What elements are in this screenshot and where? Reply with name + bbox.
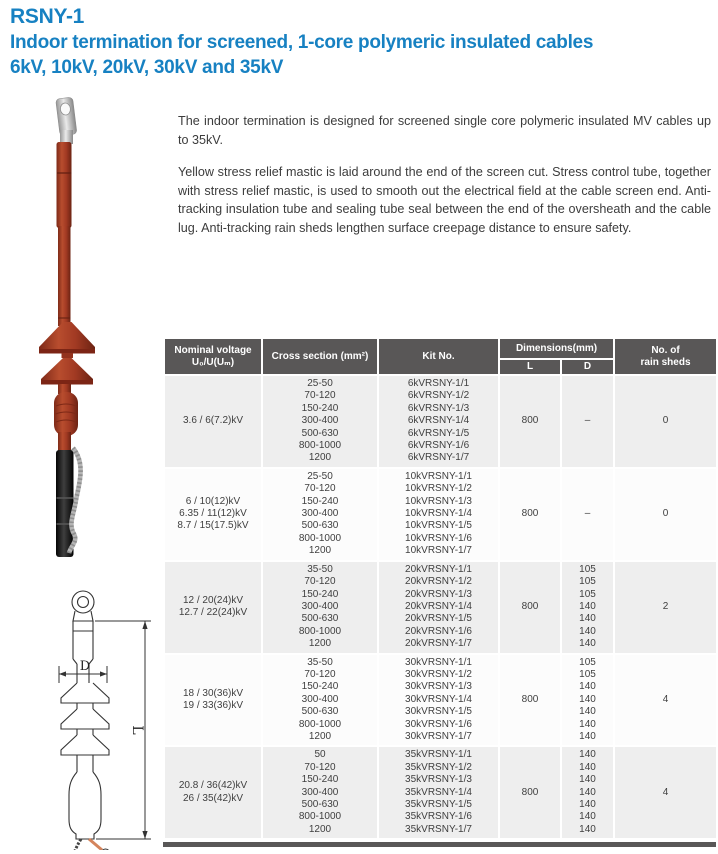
kit-no-cell-line: 20kVRSNY-1/3 [405, 588, 472, 600]
cross-section-cell-line: 500-630 [301, 613, 339, 625]
col-header-cross-section: Cross section (mm²) [262, 338, 378, 375]
dim-d-cell-line: 140 [579, 693, 596, 705]
cross-section-cell-line: 500-630 [301, 799, 339, 810]
cross-section-cell-line: 35-50 [307, 656, 333, 668]
cross-section-cell [262, 654, 378, 747]
dimension-diagram [33, 586, 161, 850]
cross-section-cell [262, 746, 378, 839]
product-photo-art [18, 96, 140, 560]
rain-sheds-cell-line: 0 [662, 508, 669, 520]
dim-l-cell-line: 800 [521, 786, 539, 798]
dim-l-cell-line: 800 [521, 508, 539, 520]
dim-l-cell-line: 800 [521, 693, 539, 705]
voltage-cell [164, 746, 262, 839]
dimension-diagram-art [33, 586, 161, 850]
rain-sheds-cell [614, 654, 717, 747]
kit-no-cell [378, 375, 499, 468]
cross-section-cell-line: 300-400 [301, 786, 339, 798]
photo-black-cable [56, 450, 74, 557]
dim-d-cell-line: 140 [579, 799, 596, 810]
dim-d-cell-line: 140 [579, 811, 596, 823]
dim-d-cell-line: 140 [579, 706, 596, 718]
cross-section-cell-line: 70-120 [304, 761, 336, 773]
header-rain-line2: rain sheds [640, 356, 691, 368]
voltage-cell-line: 3.6 / 6(7.2)kV [182, 415, 244, 427]
dim-d-cell-line: 140 [579, 600, 596, 612]
spec-group-row [164, 654, 717, 747]
cross-section-cell-line: 800-1000 [298, 718, 342, 730]
kit-no-cell-line: 35kVRSNY-1/3 [405, 774, 472, 786]
cross-section-cell-line: 150-240 [301, 495, 339, 507]
kit-no-cell-line: 35kVRSNY-1/7 [405, 823, 472, 835]
kit-no-cell-line: 6kVRSNY-1/7 [407, 452, 470, 464]
voltage-cell-line: 26 / 35(42)kV [182, 792, 244, 804]
kit-no-cell-line: 30kVRSNY-1/7 [405, 730, 472, 742]
cross-section-cell [262, 561, 378, 654]
voltage-cell-line: 12 / 20(24)kV [182, 594, 244, 606]
kit-no-cell-line: 35kVRSNY-1/6 [405, 811, 472, 823]
dim-d-cell-line: 140 [579, 718, 596, 730]
rain-sheds-cell [614, 468, 717, 561]
dim-d-cell [561, 375, 614, 468]
kit-no-cell-line: 35kVRSNY-1/5 [405, 799, 472, 810]
cross-section-cell-line: 1200 [308, 638, 332, 650]
voltage-cell [164, 468, 262, 561]
cross-section-cell-line: 70-120 [304, 668, 336, 680]
table-bottom-bar [163, 842, 716, 847]
header-rain-line1: No. of [651, 345, 680, 356]
photo-red-tubes [57, 142, 72, 326]
cross-section-cell [262, 468, 378, 561]
cross-section-cell-line: 70-120 [304, 576, 336, 588]
dim-d-cell-line: – [584, 508, 591, 520]
cross-section-cell-line: 300-400 [301, 508, 339, 520]
cross-section-cell-line: 300-400 [301, 415, 339, 427]
cross-section-cell-line: 70-120 [304, 390, 336, 402]
header-voltage-line2: U₀/U(Uₘ) [191, 356, 235, 368]
kit-no-cell-line: 10kVRSNY-1/6 [405, 532, 472, 544]
kit-no-cell [378, 561, 499, 654]
dim-d-cell-line: 140 [579, 638, 596, 650]
dim-d-cell-line: 105 [579, 656, 596, 668]
kit-no-cell-line: 6kVRSNY-1/4 [407, 415, 470, 427]
kit-no-cell-line: 30kVRSNY-1/6 [405, 718, 472, 730]
diagram-ground-leads [68, 839, 110, 850]
dim-d-cell-line: 140 [579, 761, 596, 773]
cross-section-cell-line: 800-1000 [298, 811, 342, 823]
kit-no-cell [378, 746, 499, 839]
voltage-cell-line: 6.35 / 11(12)kV [179, 508, 247, 520]
header-voltage-line1: Nominal voltage [174, 345, 252, 356]
cross-section-cell-line: 800-1000 [298, 625, 342, 637]
dim-d-cell-line: 140 [579, 625, 596, 637]
product-code: RSNY-1 [10, 5, 85, 28]
diagram-dimension-d [59, 659, 107, 683]
kit-no-cell-line: 6kVRSNY-1/6 [407, 440, 470, 452]
dim-l-cell [499, 468, 561, 561]
dim-d-cell-line: 140 [579, 613, 596, 625]
col-header-rain-sheds [614, 338, 717, 375]
voltage-cell-line: 12.7 / 22(24)kV [178, 607, 248, 619]
kit-no-cell-line: 20kVRSNY-1/6 [405, 625, 472, 637]
spec-group-row [164, 561, 717, 654]
kit-no-cell-line: 30kVRSNY-1/2 [405, 668, 472, 680]
col-header-dim-d: D [561, 359, 614, 375]
dim-d-cell-line: 140 [579, 749, 596, 761]
kit-no-cell-line: 20kVRSNY-1/1 [405, 563, 472, 575]
kit-no-cell-line: 20kVRSNY-1/7 [405, 638, 472, 650]
cross-section-cell-line: 35-50 [307, 563, 333, 575]
diagram-l-label: L [129, 725, 145, 735]
rain-sheds-cell [614, 375, 717, 468]
dim-d-cell-line: 140 [579, 681, 596, 693]
col-header-nominal-voltage [164, 338, 262, 375]
intro-paragraph-1: The indoor termination is designed for screened single core polymeric insulated MV cables up to 35kV. [178, 114, 711, 147]
kit-no-cell [378, 654, 499, 747]
voltage-cell [164, 654, 262, 747]
dim-d-cell-line: – [584, 415, 591, 427]
col-header-dim-l: L [499, 359, 561, 375]
kit-no-cell-line: 6kVRSNY-1/1 [407, 378, 470, 389]
diagram-dimension-l [95, 621, 151, 839]
kit-no-cell-line: 35kVRSNY-1/2 [405, 761, 472, 773]
page-title-line1: Indoor termination for screened, 1-core polymeric insulated cables [10, 32, 594, 53]
cross-section-cell [262, 375, 378, 468]
cross-section-cell-line: 70-120 [304, 483, 336, 495]
spec-table-wrap [163, 337, 716, 847]
rain-sheds-cell [614, 561, 717, 654]
voltage-cell [164, 561, 262, 654]
kit-no-cell-line: 20kVRSNY-1/2 [405, 576, 472, 588]
cross-section-cell-line: 150-240 [301, 681, 339, 693]
voltage-cell-line: 8.7 / 15(17.5)kV [177, 520, 249, 532]
dim-d-cell [561, 468, 614, 561]
product-photo [18, 96, 140, 560]
kit-no-cell-line: 35kVRSNY-1/4 [405, 786, 472, 798]
voltage-cell-line: 20.8 / 36(42)kV [178, 780, 248, 792]
title-block [10, 4, 710, 80]
cross-section-cell-line: 25-50 [307, 470, 333, 482]
dim-d-cell-line: 105 [579, 588, 596, 600]
kit-no-cell-line: 30kVRSNY-1/1 [405, 656, 472, 668]
rain-sheds-cell-line: 0 [662, 415, 669, 427]
cross-section-cell-line: 150-240 [301, 402, 339, 414]
dim-l-cell [499, 561, 561, 654]
dim-l-cell [499, 746, 561, 839]
dim-l-cell-line: 800 [521, 600, 539, 612]
rain-sheds-cell-line: 4 [662, 693, 669, 705]
dim-l-cell-line: 800 [521, 415, 539, 427]
kit-no-cell-line: 20kVRSNY-1/5 [405, 613, 472, 625]
dim-l-cell [499, 375, 561, 468]
kit-no-cell-line: 10kVRSNY-1/3 [405, 495, 472, 507]
spec-table [163, 337, 718, 840]
cross-section-cell-line: 800-1000 [298, 440, 342, 452]
photo-rain-sheds [39, 322, 95, 385]
intro-paragraph-2: Yellow stress relief mastic is laid around the end of the screen cut. Stress control tube, together with stress relief mastic, is used to smooth out the electrical field at the cable screen end. Anti-tracking insulation tube and sealing tube seal between the end of the oversheath and the cable lug. Anti-tracking rain sheds lengthen surface creepage distance to ensure safety. [178, 165, 711, 235]
dim-d-cell-line: 105 [579, 576, 596, 588]
cross-section-cell-line: 25-50 [307, 378, 333, 389]
rain-sheds-cell-line: 4 [662, 786, 669, 798]
diagram-d-label: D [79, 659, 91, 674]
spec-group-row [164, 375, 717, 468]
kit-no-cell-line: 30kVRSNY-1/3 [405, 681, 472, 693]
voltage-cell-line: 6 / 10(12)kV [185, 495, 241, 507]
cross-section-cell-line: 50 [314, 749, 326, 761]
dim-d-cell-line: 105 [579, 563, 596, 575]
kit-no-cell-line: 30kVRSNY-1/5 [405, 706, 472, 718]
rain-sheds-cell [614, 746, 717, 839]
photo-ferrule [60, 130, 73, 144]
spec-group-row [164, 468, 717, 561]
cross-section-cell-line: 500-630 [301, 706, 339, 718]
intro-text [178, 112, 711, 252]
rain-sheds-cell-line: 2 [662, 600, 669, 612]
page-title-line2: 6kV, 10kV, 20kV, 30kV and 35kV [10, 57, 284, 78]
dim-d-cell-line: 140 [579, 730, 596, 742]
dim-l-cell [499, 654, 561, 747]
cross-section-cell-line: 1200 [308, 452, 332, 464]
kit-no-cell-line: 10kVRSNY-1/4 [405, 508, 472, 520]
cross-section-cell-line: 800-1000 [298, 532, 342, 544]
cross-section-cell-line: 150-240 [301, 774, 339, 786]
dim-d-cell-line: 140 [579, 823, 596, 835]
kit-no-cell-line: 10kVRSNY-1/5 [405, 520, 472, 532]
col-header-kit-no: Kit No. [378, 338, 499, 375]
dim-d-cell [561, 654, 614, 747]
cross-section-cell-line: 1200 [308, 545, 332, 557]
cross-section-cell-line: 150-240 [301, 588, 339, 600]
kit-no-cell-line: 10kVRSNY-1/7 [405, 545, 472, 557]
cross-section-cell-line: 300-400 [301, 693, 339, 705]
kit-no-cell-line: 6kVRSNY-1/3 [407, 402, 470, 414]
kit-no-cell-line: 10kVRSNY-1/1 [405, 470, 472, 482]
cross-section-cell-line: 1200 [308, 823, 332, 835]
kit-no-cell-line: 6kVRSNY-1/2 [407, 390, 470, 402]
spec-group-row [164, 746, 717, 839]
diagram-outline [61, 591, 109, 839]
kit-no-cell-line: 10kVRSNY-1/2 [405, 483, 472, 495]
kit-no-cell [378, 468, 499, 561]
cross-section-cell-line: 1200 [308, 730, 332, 742]
kit-no-cell-line: 35kVRSNY-1/1 [405, 749, 472, 761]
kit-no-cell-line: 20kVRSNY-1/4 [405, 600, 472, 612]
dim-d-cell [561, 746, 614, 839]
cross-section-cell-line: 500-630 [301, 427, 339, 439]
photo-sleeve-bulge [54, 384, 78, 452]
dim-d-cell [561, 561, 614, 654]
kit-no-cell-line: 30kVRSNY-1/4 [405, 693, 472, 705]
dim-d-cell-line: 105 [579, 668, 596, 680]
cross-section-cell-line: 300-400 [301, 600, 339, 612]
voltage-cell-line: 18 / 30(36)kV [182, 687, 244, 699]
col-header-dimensions: Dimensions(mm) [499, 338, 614, 359]
voltage-cell-line: 19 / 33(36)kV [182, 699, 244, 711]
kit-no-cell-line: 6kVRSNY-1/5 [407, 427, 470, 439]
dim-d-cell-line: 140 [579, 774, 596, 786]
voltage-cell [164, 375, 262, 468]
dim-d-cell-line: 140 [579, 786, 596, 798]
cross-section-cell-line: 500-630 [301, 520, 339, 532]
